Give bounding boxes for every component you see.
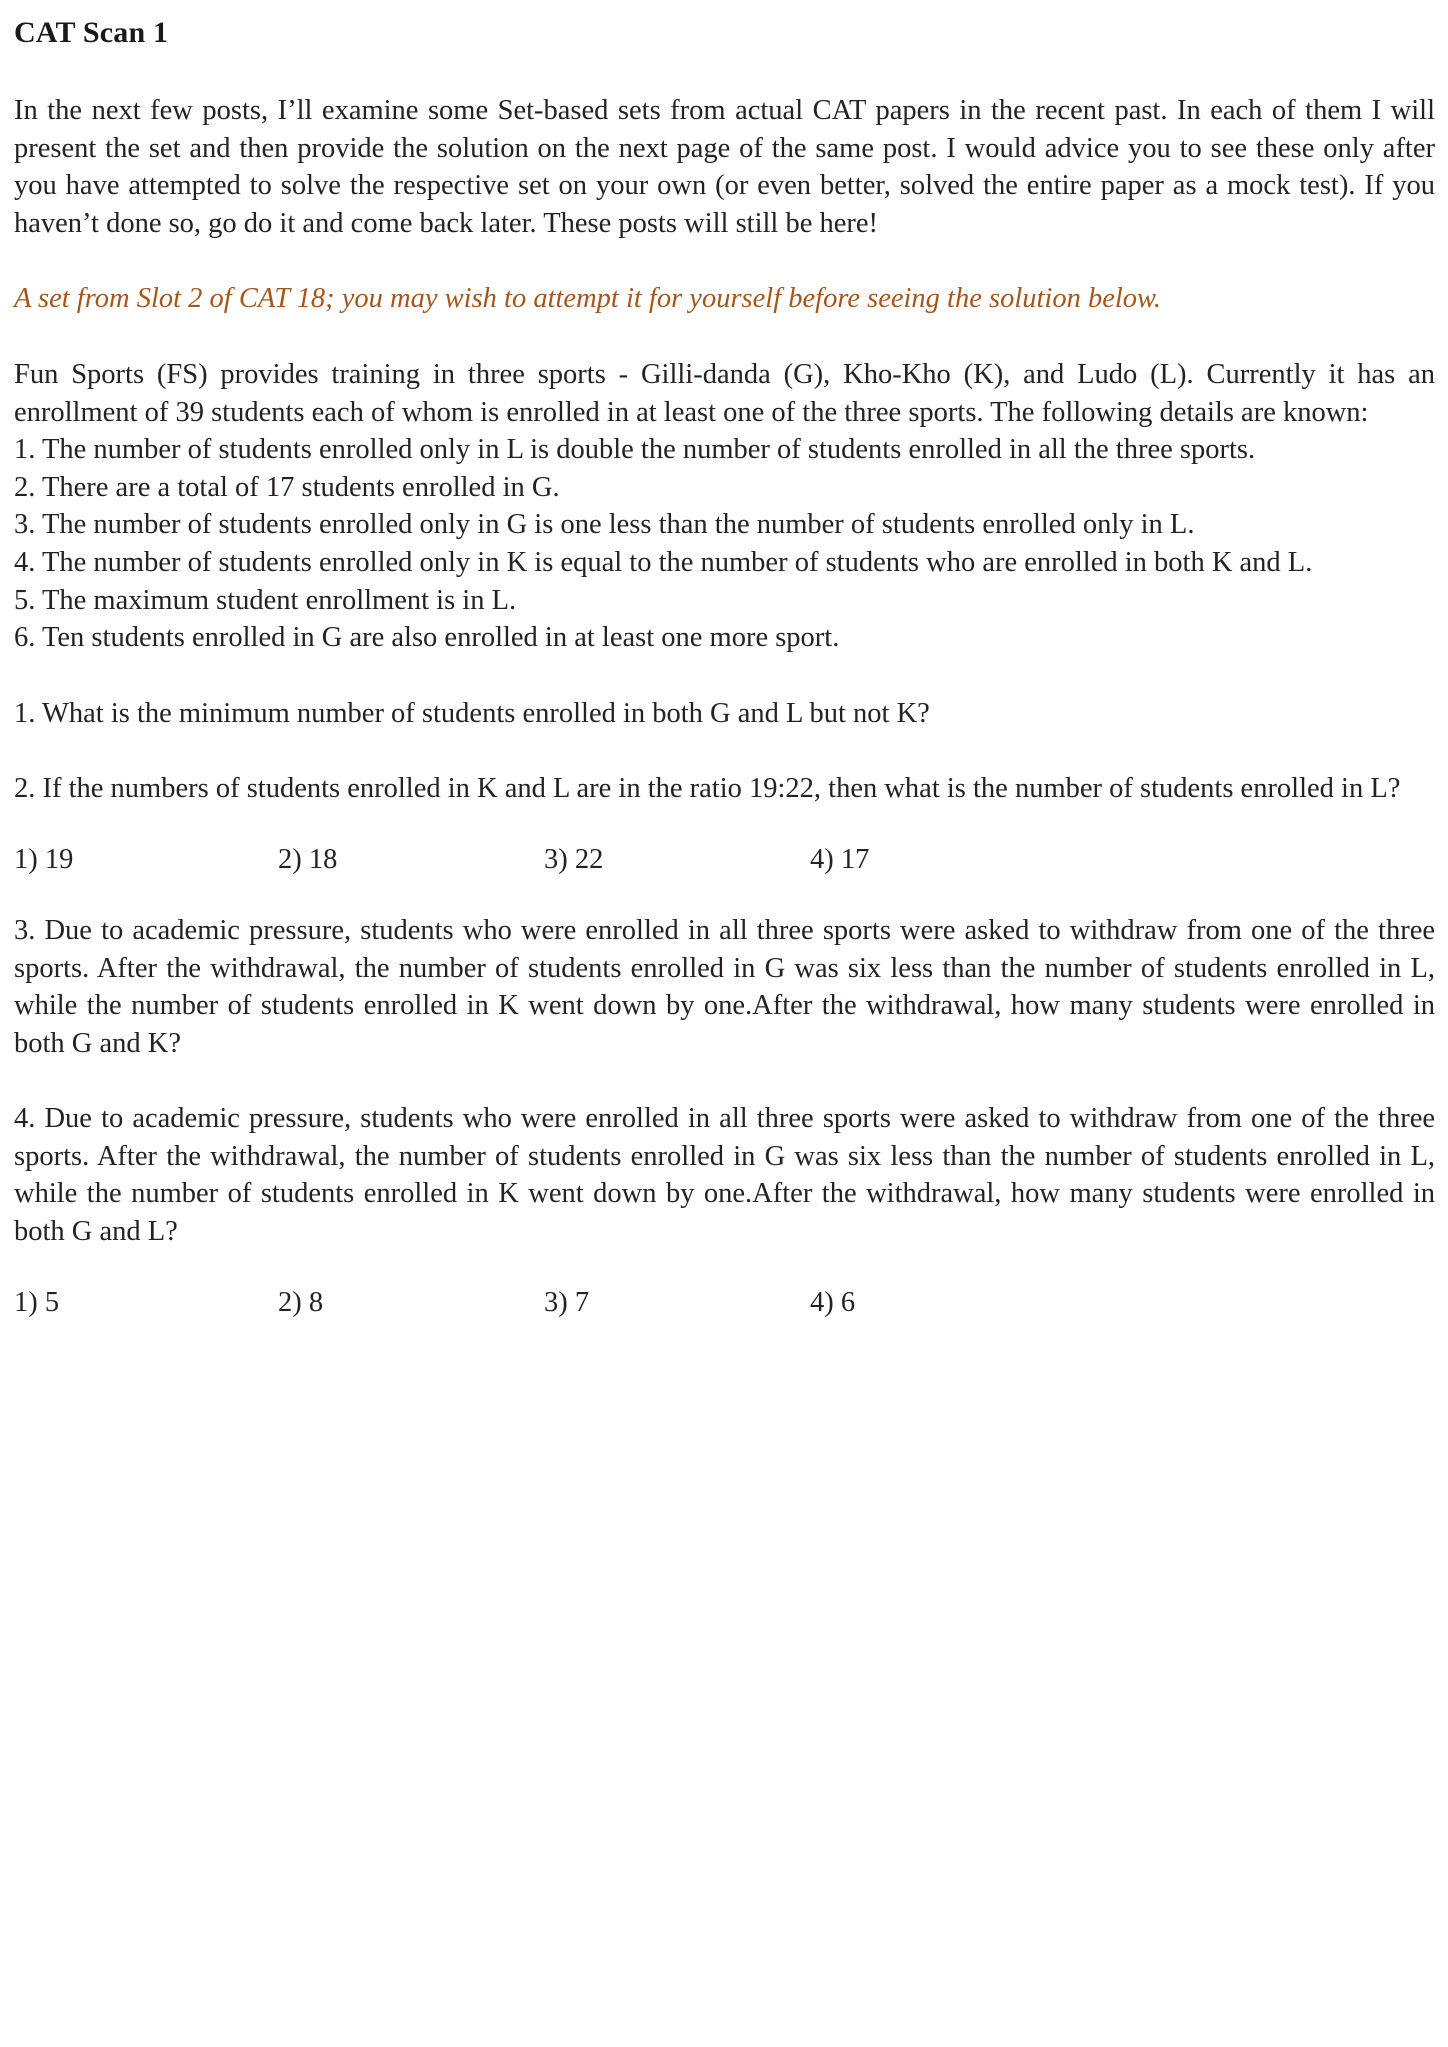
spacer xyxy=(14,1251,1435,1281)
condition-item: 3. The number of students enrolled only in G is one less than the number of students enrolled only in L. xyxy=(14,509,1195,541)
conditions-list xyxy=(14,431,1435,657)
spacer xyxy=(14,808,1435,838)
option-1[interactable]: 1) 19 xyxy=(14,843,74,875)
question-1: 1. What is the minimum number of students enrolled in both G and L but not K? xyxy=(14,697,930,729)
set-intro-paragraph: Fun Sports (FS) provides training in three sports - Gilli-danda (G), Kho-Kho (K), and Ludo (L). Currently it has an enrollment of 39 students each of whom is enrolled in at least one of the three sports. The following details are known: xyxy=(14,358,1435,428)
spacer xyxy=(14,657,1435,695)
spacer xyxy=(14,242,1435,280)
condition-item: 1. The number of students enrolled only in L is double the number of students enrolled in all the three sports. xyxy=(14,434,1256,466)
spacer xyxy=(14,882,1435,912)
option-3[interactable]: 3) 7 xyxy=(544,1286,590,1318)
option-3[interactable]: 3) 22 xyxy=(544,843,604,875)
option-4[interactable]: 4) 17 xyxy=(810,843,870,875)
spacer xyxy=(14,732,1435,770)
spacer xyxy=(14,1062,1435,1100)
condition-item: 6. Ten students enrolled in G are also enrolled in at least one more sport. xyxy=(14,622,840,654)
options-row-question-2 xyxy=(14,838,1435,882)
option-2[interactable]: 2) 8 xyxy=(278,1286,324,1318)
question-2: 2. If the numbers of students enrolled in K and L are in the ratio 19:22, then what is the number of students enrolled in L? xyxy=(14,773,1401,805)
condition-item: 5. The maximum student enrollment is in L. xyxy=(14,584,517,616)
condition-item: 2. There are a total of 17 students enrolled in G. xyxy=(14,471,560,503)
spacer xyxy=(14,318,1435,356)
question-3: 3. Due to academic pressure, students who were enrolled in all three sports were asked to withdraw from one of the three sports. After the withdrawal, the number of students enrolled in G was six less than the number of students enrolled in L, while the number of students enrolled in K went down by one.After the withdrawal, how many students were enrolled in both G and K? xyxy=(14,914,1435,1059)
condition-item: 4. The number of students enrolled only in K is equal to the number of students who are enrolled in both K and L. xyxy=(14,546,1313,578)
spacer xyxy=(14,54,1435,92)
intro-paragraph: In the next few posts, I’ll examine some Set-based sets from actual CAT papers in the recent past. In each of them I will present the set and then provide the solution on the next page of the same post. I would advice you to see these only after you have attempted to solve the respective set on your own (or even better, solved the entire paper as a mock test). If you haven’t done so, go do it and come back later. These posts will still be here! xyxy=(14,95,1435,239)
accent-note: A set from Slot 2 of CAT 18; you may wish to attempt it for yourself before seeing the solution below. xyxy=(14,283,1162,315)
options-row-question-4 xyxy=(14,1281,1435,1325)
option-4[interactable]: 4) 6 xyxy=(810,1286,856,1318)
page-title: CAT Scan 1 xyxy=(14,16,169,49)
option-2[interactable]: 2) 18 xyxy=(278,843,338,875)
option-1[interactable]: 1) 5 xyxy=(14,1286,60,1318)
question-4: 4. Due to academic pressure, students who were enrolled in all three sports were asked to withdraw from one of the three sports. After the withdrawal, the number of students enrolled in G was six less than the number of students enrolled in L, while the number of students enrolled in K went down by one.After the withdrawal, how many students were enrolled in both G and L? xyxy=(14,1103,1435,1248)
